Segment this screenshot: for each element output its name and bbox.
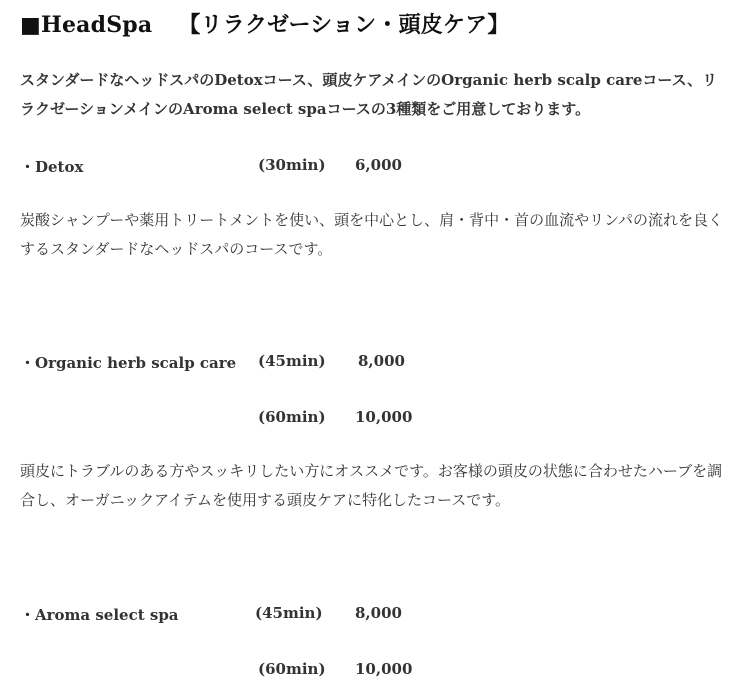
course-duration-detox-1: (30min) (258, 156, 326, 174)
course-price-organic-2: 10,000 (355, 408, 413, 426)
title-main: ■HeadSpa (20, 12, 153, 38)
course-price-organic-1: 8,000 (358, 352, 405, 370)
page-title (20, 8, 510, 39)
course-price-detox-1: 6,000 (355, 156, 402, 174)
course-duration-aroma-1: (45min) (255, 604, 323, 622)
course-name-detox: ・Detox (20, 158, 84, 176)
course-name-organic: ・Organic herb scalp care (20, 354, 237, 372)
course-description-organic: 頭皮にトラブルのある方やスッキリしたい方にオススメです。お客様の頭皮の状態に合わせたハーブを調合し、オーガニックアイテムを使用する頭皮ケアに特化したコースです。 (20, 462, 723, 509)
course-description-detox: 炭酸シャンプーや薬用トリートメントを使い、頭を中心とし、肩・背中・首の血流やリンパの流れを良くするスタンダードなヘッドスパのコースです。 (20, 211, 724, 258)
course-name-aroma: ・Aroma select spa (20, 606, 179, 624)
intro-text: スタンダードなヘッドスパのDetoxコース、頭皮ケアメインのOrganic herb scalp careコース、リラクゼーションメインのAroma select spaコースの3種類をご用意しております。 (20, 71, 718, 118)
title-sub: 【リラクゼーション・頭皮ケア】 (178, 12, 510, 38)
course-duration-organic-1: (45min) (258, 352, 326, 370)
course-duration-aroma-2: (60min) (258, 660, 326, 678)
course-price-aroma-2: 10,000 (355, 660, 413, 678)
course-duration-organic-2: (60min) (258, 408, 326, 426)
course-price-aroma-1: 8,000 (355, 604, 402, 622)
